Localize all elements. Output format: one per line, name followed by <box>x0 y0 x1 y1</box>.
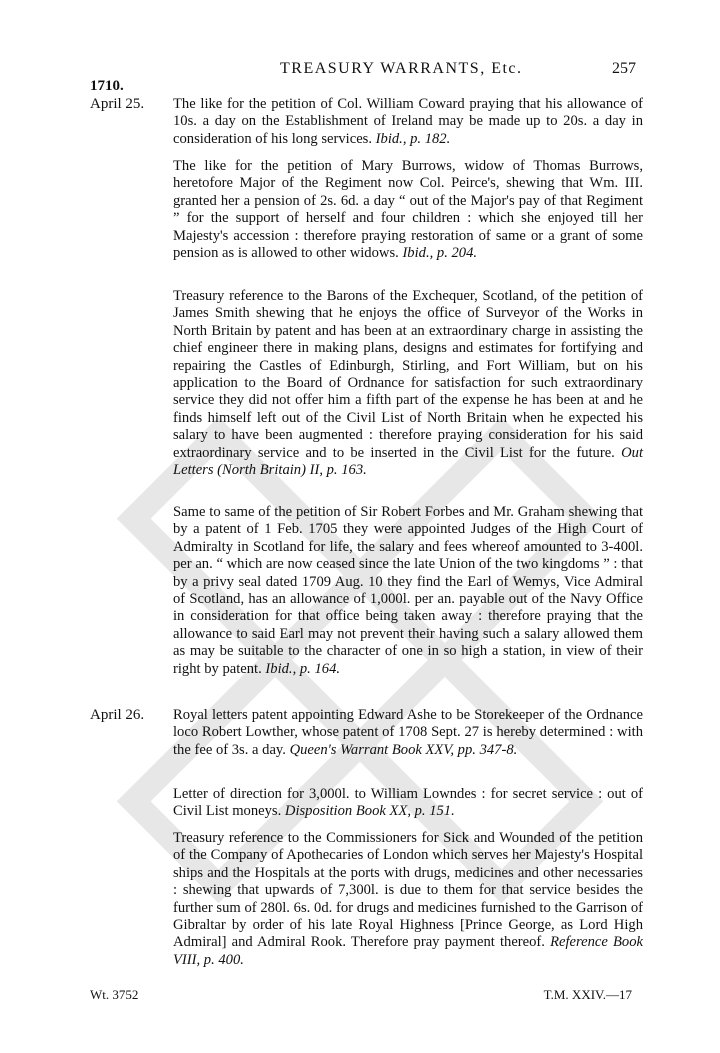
entry-reference: Queen's Warrant Book XXV, pp. 347-8. <box>289 741 518 758</box>
entry-reference: Ibid., p. 204. <box>402 245 478 262</box>
entry-burrows-petition: The like for the petition of Mary Burrows, widow of Thomas Burrows, heretofore Major of the Regiment now Col. Peirce's, shewing that Wm. III. granted her a pension of 2s. 6d. a day “ out of the Major's pay of that Regiment ” for the support of herself and four children : which she enjoyed till her Majesty's accession : therefore praying restoration of same or a grant of some pension as is allowed to other widows. Ibid., p. 204. <box>173 158 643 262</box>
date-april-25: April 25. <box>90 96 145 112</box>
entry-reference: Reference Book VIII, p. 400. <box>173 934 643 968</box>
entry-reference: Out Letters (North Britain) II, p. 163. <box>173 444 643 479</box>
entry-reference: Ibid., p. 164. <box>265 660 341 677</box>
entry-lowndes-letter: Letter of direction for 3,000l. to William Lowndes : for secret service : out of Civil List moneys. Disposition Book XX, p. 151. <box>173 786 643 820</box>
year-label: 1710. <box>90 78 124 94</box>
footer-signature-mark: T.M. XXIV.—17 <box>543 987 632 1002</box>
date-april-26: April 26. <box>90 707 145 723</box>
footer-warrant-number: Wt. 3752 <box>90 987 139 1002</box>
entry-forbes-graham-petition: Same to same of the petition of Sir Robert Forbes and Mr. Graham shewing that by a patent of 1 Feb. 1705 they were appointed Judges of the High Court of Admiralty in Scotland for life, the salary and fees whereof amounted to 3-400l. per an. “ which are now ceased since the late Union of the two kingdoms ” : that by a privy seal dated 1709 Aug. 10 they find the Earl of Wemys, Vice Admiral of Scotland, has an allowance of 1,000l. per an. payable out of the Navy Office in consideration for that office being taken away : therefore praying that the allowance to said Earl may not prevent their having such a salary allowed them as may be suitable to the character of one in so high a station, in view of their right by patent. Ibid., p. 164. <box>173 504 643 677</box>
entry-ashe-letters-patent: Royal letters patent appointing Edward Ashe to be Storekeeper of the Ordnance loco Robert Lowther, whose patent of 1708 Sept. 27 is hereby determined : with the fee of 3s. a day. Queen's Warrant Book XXV, pp. 347-8. <box>173 707 643 758</box>
running-title: TREASURY WARRANTS, Etc. <box>280 60 523 77</box>
entry-reference: Ibid., p. 182. <box>375 130 451 147</box>
entry-smith-petition: Treasury reference to the Barons of the Exchequer, Scotland, of the petition of James Smith shewing that he enjoys the office of Surveyor of the Works in North Britain by patent and has been at an extraordinary charge in assisting the chief engineer there in making plans, designs and estimates for fortifying and repairing the Castles of Edinburgh, Stirling, and Fort William, but on his application to the Board of Ordnance for satisfaction for such extraordinary service they did not offer him a fifth part of the expense he has been at and he finds himself left out of the Civil List of North Britain when he expected his salary to have been augmented : therefore praying consideration for his said extraordinary service and to be inserted in the Civil List for the future. Out Letters (North Britain) II, p. 163. <box>173 288 643 479</box>
page-header <box>90 60 636 84</box>
page-number: 257 <box>612 60 636 77</box>
entry-coward-petition: The like for the petition of Col. William Coward praying that his allowance of 10s. a day on the Establishment of Ireland may be made up to 20s. a day in consideration of his long services. Ibid., p. 182. <box>173 96 643 147</box>
entry-apothecaries-petition: Treasury reference to the Commissioners for Sick and Wounded of the petition of the Company of Apothecaries of London which serves her Majesty's Hospital ships and the Hospitals at the ports with drugs, medicines and other necessaries : shewing that upwards of 7,300l. is due to them for that service besides the further sum of 280l. 6s. 0d. for drugs and medicines furnished to the Garrison of Gibraltar by order of his late Royal Highness [Prince George, as Lord High Admiral] and Admiral Rook. Therefore pray payment thereof. Reference Book VIII, p. 400. <box>173 830 643 968</box>
entry-reference: Disposition Book XX, p. 151. <box>284 803 455 820</box>
